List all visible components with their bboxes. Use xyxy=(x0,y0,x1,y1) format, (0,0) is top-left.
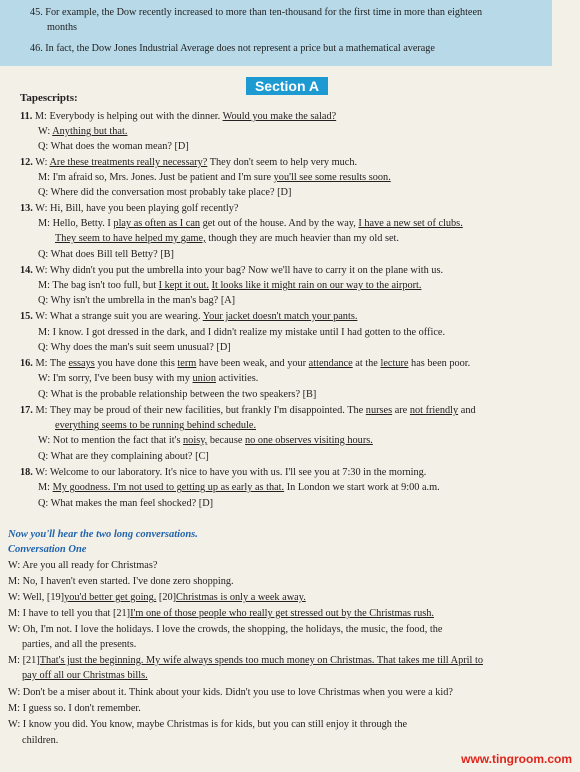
conv-line-1: W: Are you all ready for Christmas? xyxy=(8,560,158,571)
item-16-m: 16. M: The essays you have done this term have been weak, and your attendance at the lecture has been poor. xyxy=(20,358,471,369)
item-15-w: 15. W: What a strange suit you are wearing. Your jacket doesn't match your pants. xyxy=(20,311,358,322)
item-17-m-cont: everything seems to be running behind schedule. xyxy=(55,420,257,431)
line-45-cont: months xyxy=(47,22,78,33)
item-12-w: 12. W: Are these treatments really necessary? They don't seem to help very much. xyxy=(20,157,358,168)
conv-line-6-cont: pay off all our Christmas bills. xyxy=(22,670,148,681)
watermark: www.tingroom.com xyxy=(461,752,572,766)
conv-line-9: W: I know you did. You know, maybe Christmas is for kids, but you can still enjoy it through the xyxy=(8,719,408,730)
conv-line-3: W: Well, [19]you'd better get going. [20]Christmas is only a week away. xyxy=(8,592,306,603)
item-16-w: W: I'm sorry, I've been busy with my union activities. xyxy=(38,373,259,384)
item-12-m: M: I'm afraid so, Mrs. Jones. Just be patient and I'm sure you'll see some results soon. xyxy=(38,172,391,183)
item-13-m-cont: They seem to have helped my game, though they are much heavier than my old set. xyxy=(55,233,399,244)
item-13-w: 13. W: Hi, Bill, have you been playing golf recently? xyxy=(20,203,239,214)
item-15-m: M: I know. I got dressed in the dark, and I didn't realize my mistake until I had gotten to the office. xyxy=(38,327,446,338)
conversation-one-heading: Conversation One xyxy=(8,544,87,555)
item-18-w: 18. W: Welcome to our laboratory. It's nice to have you with us. I'll see you at 7:30 in the morning. xyxy=(20,467,427,478)
conv-line-2: M: No, I haven't even started. I've done zero shopping. xyxy=(8,576,234,587)
item-15-q: Q: Why does the man's suit seem unusual? [D] xyxy=(38,342,231,353)
item-11-m: 11. M: Everybody is helping out with the dinner. Would you make the salad? xyxy=(20,111,337,122)
conv-line-7: W: Don't be a miser about it. Think about your kids. Didn't you use to love Christmas when you were a kid? xyxy=(8,687,453,698)
item-14-q: Q: Why isn't the umbrella in the man's bag? [A] xyxy=(38,295,236,306)
long-conversations-heading: Now you'll hear the two long conversations. xyxy=(8,529,198,540)
item-14-w: 14. W: Why didn't you put the umbrella into your bag? Now we'll have to carry it on the plane with us. xyxy=(20,265,444,276)
previous-answers-band xyxy=(0,0,552,66)
item-11-q: Q: What does the woman mean? [D] xyxy=(38,141,189,152)
item-16-q: Q: What is the probable relationship between the two speakers? [B] xyxy=(38,389,317,400)
item-17-m: 17. M: They may be proud of their new facilities, but frankly I'm disappointed. The nurses are not friendly and xyxy=(20,405,476,416)
item-18-m: M: My goodness. I'm not used to getting up as early as that. In London we start work at 9:00 a.m. xyxy=(38,482,440,493)
conv-line-5-cont: parties, and all the presents. xyxy=(22,639,137,650)
item-13-q: Q: What does Bill tell Betty? [B] xyxy=(38,249,174,260)
item-14-m: M: The bag isn't too full, but I kept it out. It looks like it might rain on our way to the airport. xyxy=(38,280,422,291)
item-18-q: Q: What makes the man feel shocked? [D] xyxy=(38,498,214,509)
item-12-q: Q: Where did the conversation most probably take place? [D] xyxy=(38,187,292,198)
conv-line-6: M: [21]That's just the beginning. My wife always spends too much money on Christmas. That takes me till April to xyxy=(8,655,483,666)
conv-line-5: W: Oh, I'm not. I love the holidays. I love the crowds, the shopping, the holidays, the music, the food, the xyxy=(8,624,443,635)
conv-line-9-cont: children. xyxy=(22,735,59,746)
conv-line-8: M: I guess so. I don't remember. xyxy=(8,703,141,714)
item-17-w: W: Not to mention the fact that it's noisy, because no one observes visiting hours. xyxy=(38,435,373,446)
conv-line-4: M: I have to tell you that [21]I'm one of those people who really get stressed out by the Christmas rush. xyxy=(8,608,434,619)
item-17-q: Q: What are they complaining about? [C] xyxy=(38,451,209,462)
item-11-w: W: Anything but that. xyxy=(38,126,128,137)
section-title: Section A xyxy=(246,77,328,95)
tapescripts-label: Tapescripts: xyxy=(20,92,78,104)
item-13-m: M: Hello, Betty. I play as often as I can get out of the house. And by the way, I have a new set of clubs. xyxy=(38,218,463,229)
line-45: 45. For example, the Dow recently increased to more than ten-thousand for the first time in more than eighteen xyxy=(30,7,483,18)
line-46: 46. In fact, the Dow Jones Industrial Average does not represent a price but a mathematical average xyxy=(30,43,435,54)
